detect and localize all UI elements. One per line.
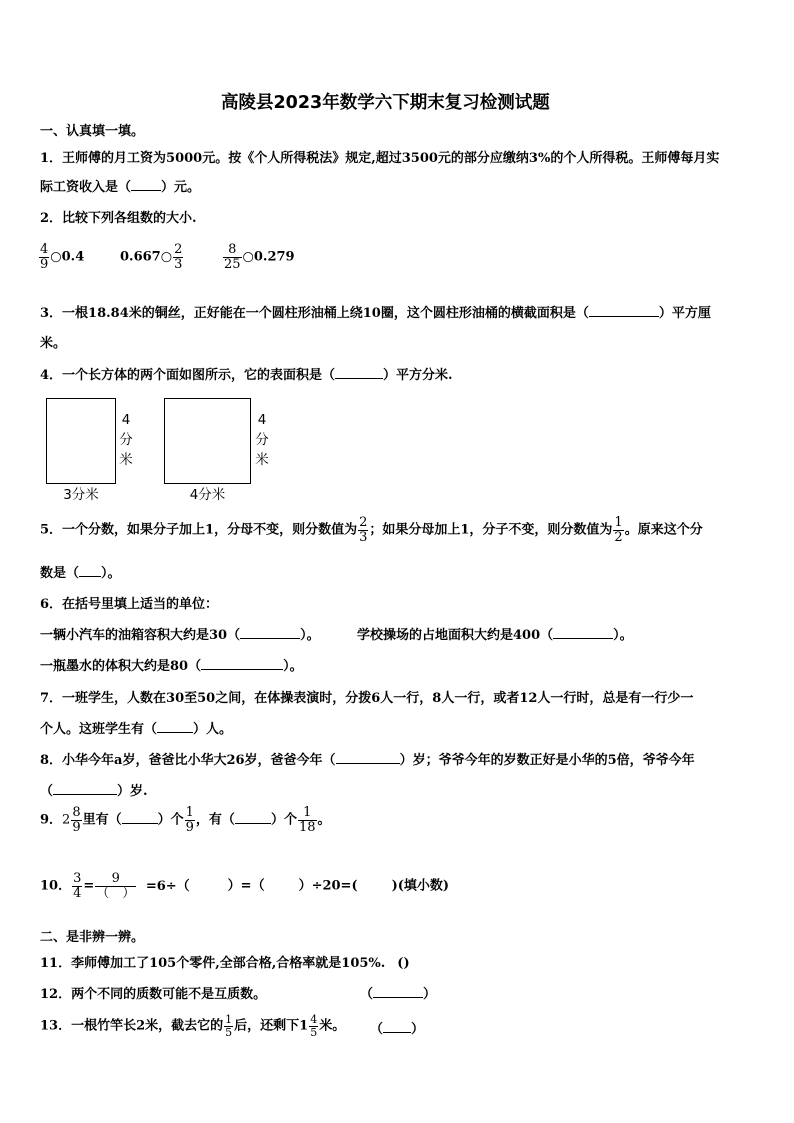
answer-blank[interactable] (553, 626, 613, 639)
answer-paren[interactable]: () (397, 956, 410, 971)
face-rectangle-1 (46, 398, 116, 484)
question-3-line-1: 3．一根18.84米的铜丝，正好能在一个圆柱形油桶上绕10圈，这个圆柱形油桶的横截面积是（ ）平方厘 (40, 306, 711, 321)
page-title: 高陵县2023年数学六下期末复习检测试题 (221, 93, 550, 113)
question-6-text: 6．在括号里填上适当的单位： (40, 597, 219, 612)
question-1-line-2: 际工资收入是（ ）元。 (40, 180, 201, 195)
question-2-text: 2．比较下列各组数的大小. (40, 211, 197, 226)
answer-blank[interactable] (589, 304, 659, 317)
question-11: 11．李师傅加工了105个零件,全部合格,合格率就是105%. () (40, 956, 410, 971)
question-8-line-1: 8．小华今年a岁，爸爸比小华大26岁，爸爸今年（ ）岁；爷爷今年的岁数正好是小华的5倍，爷爷今年 (40, 753, 695, 768)
face-1-height-label: 4 分 米 (119, 412, 133, 468)
question-6-line-1a: 一辆小汽车的油箱容积大约是30（ ）。 (40, 628, 320, 643)
question-2-item-a: $\frac{4}{9}$ ○0.4 (40, 242, 85, 272)
answer-blank[interactable] (53, 782, 117, 795)
question-12: 12．两个不同的质数可能不是互质数。 (40, 987, 267, 1002)
question-7-line-2: 个人。这班学生有（ ）人。 (40, 722, 233, 737)
question-5-line-1: 5．一个分数，如果分子加上1，分母不变，则分数值为 $\frac{2}{3}$ ；如果分母加上1，分子不变，则分数值为 $\frac{1}{2}$ 。原来这个分 (40, 515, 703, 545)
answer-blank[interactable] (131, 178, 161, 191)
face-1-width-label: 3分米 (63, 487, 99, 503)
face-rectangle-2 (164, 398, 251, 484)
question-9: 9．2 $\frac{8}{9}$ 里有（ ）个 $\frac{1}{9}$ ，有（ ）个 $\frac{1}{18}$ 。 (40, 805, 331, 835)
face-2-height-label: 4 分 米 (255, 412, 269, 468)
answer-blank[interactable] (336, 751, 400, 764)
face-2-width-label: 4分米 (189, 487, 226, 503)
question-3-line-2: 米。 (40, 336, 67, 351)
question-12-answer[interactable]: （ ） (360, 987, 437, 1002)
question-6-line-1b: 学校操场的占地面积大约是400（ ）。 (357, 628, 633, 643)
section-heading-1: 一、认真填一填。 (40, 124, 145, 139)
answer-blank[interactable] (335, 366, 383, 379)
section-heading-2: 二、是非辨一辨。 (40, 930, 145, 945)
answer-blank[interactable] (240, 626, 300, 639)
answer-blank[interactable] (122, 811, 158, 824)
question-6-line-2: 一瓶墨水的体积大约是80（ ）。 (40, 659, 303, 674)
answer-blank[interactable] (235, 811, 271, 824)
question-13-answer[interactable]: （ ） (370, 1022, 425, 1037)
question-2-item-b: 0.667○ $\frac{2}{3}$ (120, 242, 183, 272)
question-7-line-1: 7．一班学生，人数在30至50之间，在体操表演时，分拨6人一行，8人一行，或者12人一行时，总是有一行少一 (40, 691, 694, 706)
question-4-text: 4．一个长方体的两个面如图所示，它的表面积是（ ）平方分米. (40, 368, 453, 383)
answer-blank[interactable] (157, 720, 193, 733)
question-10: 10． $\frac{3}{4}$ = $\frac{9}{( )}$ =6÷（ ）=（ ）÷20=( )(填小数) (40, 871, 450, 901)
question-2-item-c: $\frac{8}{25}$ ○0.279 (224, 242, 295, 272)
question-1-line-1: 1．王师傅的月工资为5000元。按《个人所得税法》规定,超过3500元的部分应缴纳3%的个人所得税。王师傅每月实 (40, 151, 720, 166)
question-13: 13．一根竹竿长2米，截去它的 $\frac{1}{5}$ 后，还剩下1 $\frac{4}{5}$ 米。 (40, 1013, 346, 1039)
answer-blank[interactable] (79, 564, 101, 577)
answer-blank[interactable] (201, 657, 283, 670)
question-8-line-2: （ ）岁. (40, 784, 148, 799)
question-5-line-2: 数是（ ）。 (40, 566, 121, 581)
